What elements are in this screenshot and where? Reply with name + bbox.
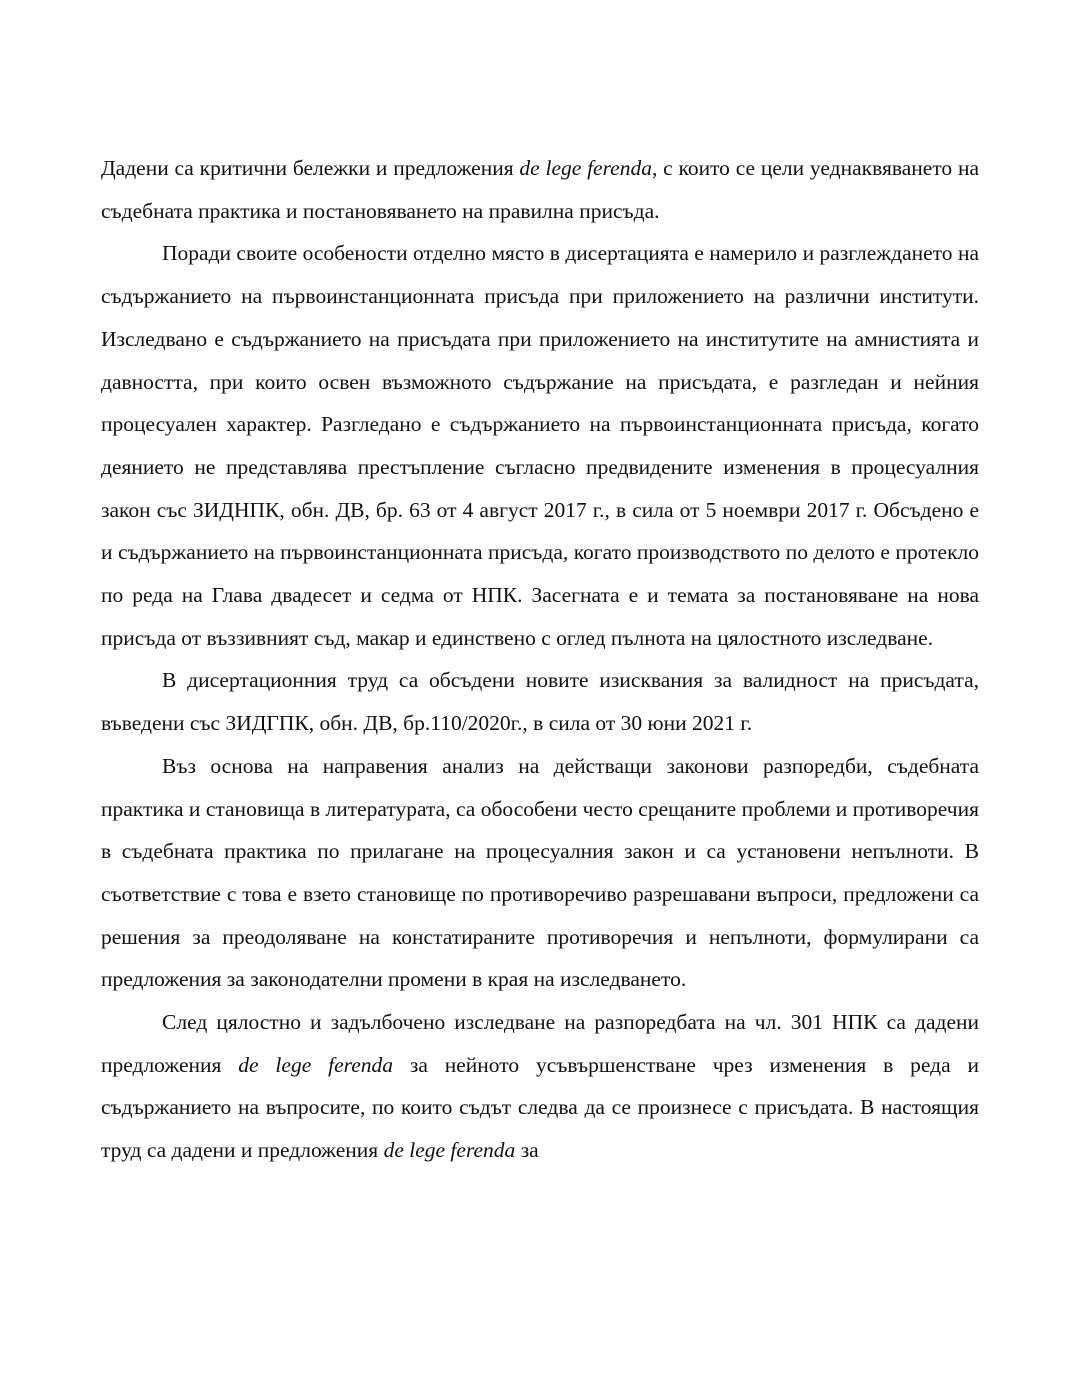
paragraph-1	[101, 147, 979, 232]
paragraph-1-run-2-italic: de lege ferenda	[519, 156, 652, 180]
paragraph-4	[101, 745, 979, 1001]
paragraph-4-run-1: Въз основа на направения анализ на действащи законови разпоредби, съдебната практика и становища в литературата, са обособени често срещаните проблеми и противоречия в съдебната практика по прилагане на процесуалния закон и са установени непълноти. В съответствие с това е взето становище по противоречиво разрешавани въпроси, предложени са решения за преодоляване на констатираните противоречия и непълноти, формулирани са предложения за законодателни промени в края на изследването.	[101, 753, 979, 992]
paragraph-5	[101, 1001, 979, 1172]
paragraph-3-run-1: В дисертационния труд са обсъдени новите изисквания за валидност на присъдата, въведени със ЗИДГПК, обн. ДВ, бр.110/2020г., в сила от 30 юни 2021 г.	[101, 668, 979, 736]
document-page	[101, 147, 979, 1172]
paragraph-5-run-1: След цялостно и задълбочено изследване на разпоредбата на чл. 301 НПК са дадени предложения	[101, 1010, 979, 1077]
paragraph-3	[101, 659, 979, 744]
paragraph-2-run-1: Поради своите особености отделно място в дисертацията е намерило и разглеждането на съдържанието на първоинстанционната присъда при приложението на различни институти. Изследвано е съдържанието на присъдата при приложението на институтите на амнистията и давността, при които освен възможното съдържание на присъдата, е разгледан и нейния процесуален характер. Разгледано е съдържанието на първоинстанционната присъда, когато деянието не представлява престъпление съгласно предвидените изменения в процесуалния закон със ЗИДНПК, обн. ДВ, бр. 63 от 4 август 2017 г., в сила от 5 ноември 2017 г. Обсъдено е и съдържанието на първоинстанционната присъда, когато производството по делото е протекло по реда на Глава двадесет и седма от НПК. Засегната е и темата за постановяване на нова присъда от въззивният съд, макар и единствено с оглед пълнота на цялостното изследване.	[101, 241, 979, 650]
paragraph-1-run-1: Дадени са критични бележки и предложения	[101, 156, 520, 180]
paragraph-5-run-3: за нейното усъвършенстване чрез изменения в реда и съдържанието на въпросите, по които съдът следва да се произнесе с присъдата. В настоящия труд са дадени и предложения	[101, 1052, 979, 1163]
paragraph-5-run-2-italic: de lege ferenda	[238, 1052, 393, 1077]
paragraph-5-run-5: за	[515, 1138, 539, 1163]
paragraph-1-run-3: , с които се цели уеднаквяването на съдебната практика и постановяването на правилна присъда.	[101, 156, 979, 223]
paragraph-2	[101, 232, 979, 659]
paragraph-5-run-4-italic: de lege ferenda	[383, 1138, 516, 1163]
